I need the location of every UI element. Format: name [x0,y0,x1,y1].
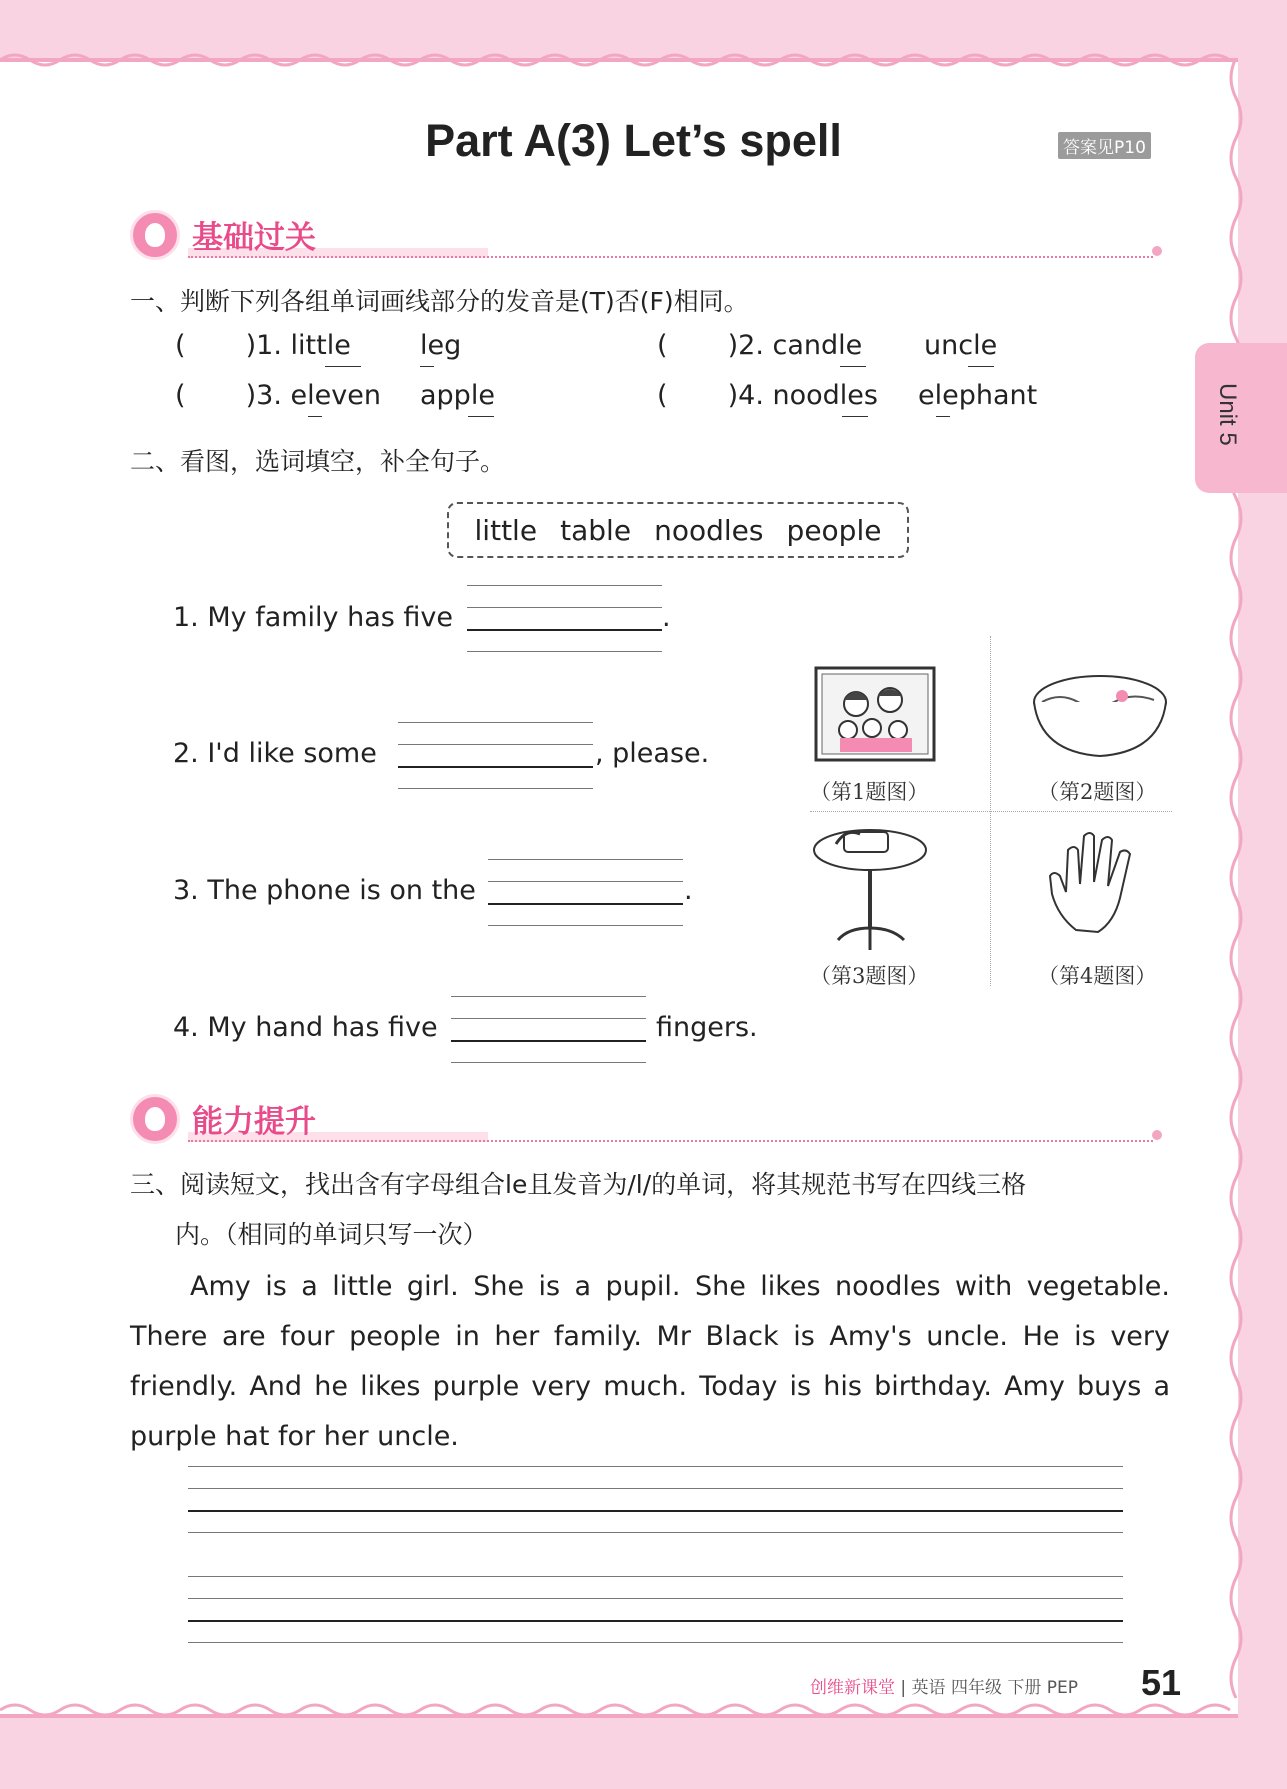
unit-tab-label: Unit 5 [1214,383,1241,446]
sentence-4-end: fingers. [656,1012,758,1043]
passage-text: Amy is a little girl. She is a pupil. She likes noodles with vegetable. There are four people in her family. Mr Black is Amy's uncle. He is very friendly. And he likes purple very much. Today is his birthday. Amy buys a purple hat for her uncle. [130,1271,1170,1452]
phone-table-icon [812,824,930,954]
caption-picture-1: （第1题图） [810,780,929,804]
answer-bracket[interactable]: ( ) [657,330,739,361]
sentence-1-end: . [662,602,671,633]
mascot-icon [130,210,180,260]
q1-instruction: 一、判断下列各组单词画线部分的发音是(T)否(F)相同。 [130,287,749,316]
sentence-2-end: , please. [595,738,710,769]
q1-item-1: ( )1. little [175,330,351,361]
sentence-2-answer-lines[interactable] [398,722,593,788]
writing-lines-2[interactable] [188,1576,1123,1642]
word-uncle: uncle [924,330,998,361]
word-elephant: elephant [918,380,1038,411]
section-basic-label: 基础过关 [192,220,316,256]
family-photo-icon [814,666,936,762]
sentence-4-answer-lines[interactable] [451,996,646,1062]
answer-reference: 答案见P10 [1058,132,1151,159]
q1-item-3: ( )3. eleven [175,380,381,411]
word-leg: leg [420,330,462,361]
word-noodles: noodles [772,380,878,411]
word-candle: candle [772,330,863,361]
page-number: 51 [1141,1662,1182,1703]
section-basic-heading [130,210,1170,260]
sentence-3-text: 3. The phone is on the [173,875,476,906]
word-eleven: eleven [290,380,381,411]
sentence-3-answer-lines[interactable] [488,859,683,925]
mascot-icon [130,1094,180,1144]
answer-bracket[interactable]: ( ) [657,380,739,411]
footer-book-info: 英语 四年级 下册 PEP [911,1678,1079,1698]
footer: 创维新课堂 | 英语 四年级 下册 PEP [810,1678,1079,1698]
q1-item-2: ( )2. candle [657,330,863,361]
q3-instruction-line-1: 三、阅读短文，找出含有字母组合le且发音为/l/的单词，将其规范书写在四线三格 [130,1170,1027,1199]
sentence-2-text: 2. I'd like some [173,738,377,769]
word-little: little [290,330,351,361]
q2-instruction: 二、看图，选词填空，补全句子。 [130,447,506,476]
caption-picture-3: （第3题图） [810,964,929,988]
noodle-bowl-icon [1030,672,1170,762]
word-bank [447,502,909,558]
caption-picture-4: （第4题图） [1038,964,1157,988]
reading-passage [130,1262,1170,1462]
word-bank-item: people [786,513,882,547]
section-advanced-heading [130,1094,1170,1144]
footer-brand: 创维新课堂 [810,1678,895,1698]
q3-instruction-line-2: 内。（相同的单词只写一次） [175,1220,488,1249]
word-bank-item: little [474,513,538,547]
answer-bracket[interactable]: ( ) [175,330,257,361]
sentence-1-answer-lines[interactable] [467,585,662,651]
word-apple: apple [420,380,495,411]
hand-icon [1046,826,1150,936]
page-title: Part A(3) Let’s spell [425,115,842,166]
picture-grid [810,636,1172,986]
unit-tab [1195,343,1287,493]
section-advanced-label: 能力提升 [192,1104,316,1140]
sentence-4-text: 4. My hand has five [173,1012,438,1043]
word-bank-item: table [560,513,632,547]
writing-lines-1[interactable] [188,1466,1123,1532]
sentence-3-end: . [684,875,693,906]
caption-picture-2: （第2题图） [1038,780,1157,804]
sentence-1-text: 1. My family has five [173,602,454,633]
answer-bracket[interactable]: ( ) [175,380,257,411]
word-bank-item: noodles [654,513,764,547]
q1-item-4: ( )4. noodles [657,380,878,411]
